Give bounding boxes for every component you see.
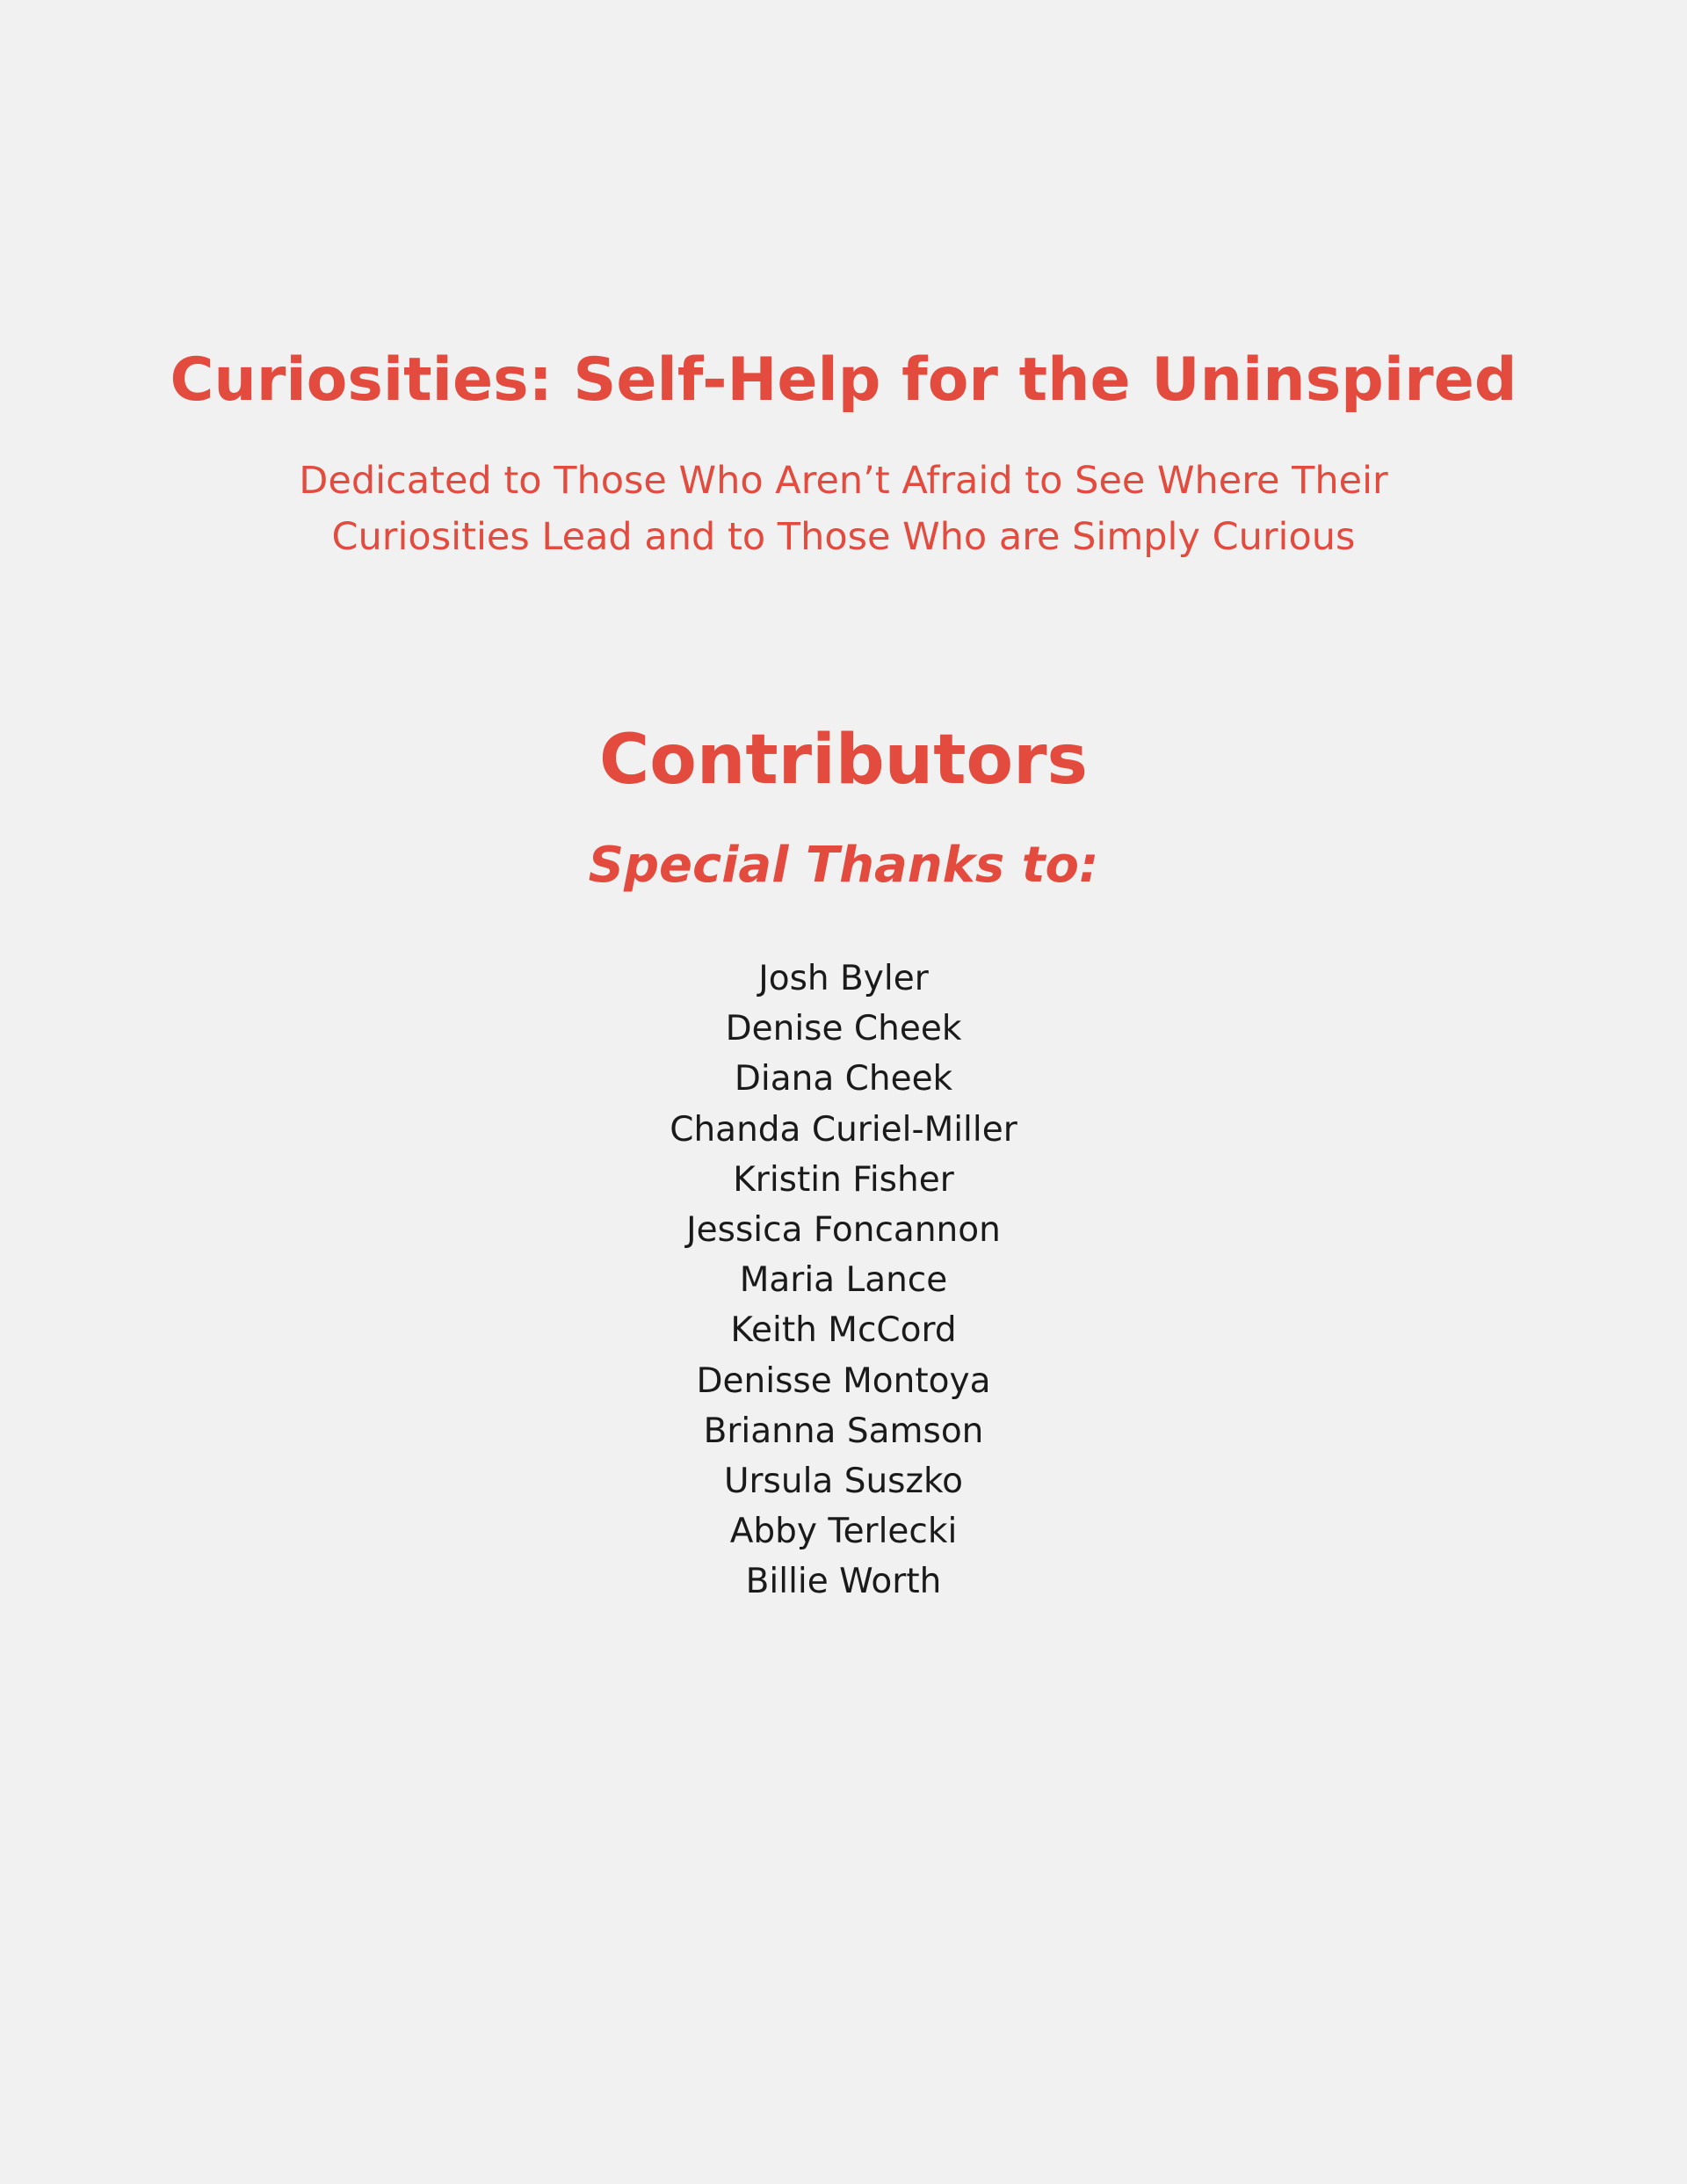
contributor-name: Jessica Foncannon — [686, 1210, 1001, 1251]
contributor-name: Billie Worth — [745, 1562, 942, 1602]
contributor-name: Josh Byler — [758, 959, 929, 998]
contributor-name: Diana Cheek — [734, 1059, 953, 1099]
book-title: Curiosities: Self-Help for the Uninspired — [170, 345, 1517, 415]
contributor-name: Abby Terlecki — [729, 1512, 958, 1552]
dedication-line-1: Dedicated to Those Who Aren’t Afraid to See Where Their — [299, 459, 1388, 503]
thanks-heading: Special Thanks to: — [588, 837, 1099, 894]
contributor-name: Ursula Suszko — [723, 1462, 964, 1502]
contributor-name: Keith McCord — [730, 1310, 957, 1351]
contributor-list — [0, 954, 1687, 1607]
contributor-name: Kristin Fisher — [733, 1159, 954, 1200]
contributor-name: Maria Lance — [739, 1260, 948, 1301]
contributor-name: Brianna Samson — [703, 1411, 984, 1451]
contributor-name: Denisse Montoya — [696, 1360, 991, 1401]
dedication-line-2: Curiosities Lead and to Those Who are Simply Curious — [331, 515, 1356, 559]
contributor-name: Chanda Curiel-Miller — [670, 1109, 1017, 1150]
contributor-name: Denise Cheek — [725, 1009, 962, 1049]
dedication — [0, 453, 1687, 565]
section-title: Contributors — [599, 721, 1088, 800]
